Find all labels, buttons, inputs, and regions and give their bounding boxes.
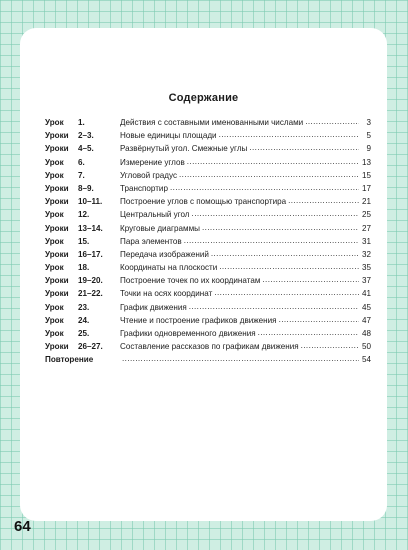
lesson-kind: Уроки (45, 183, 69, 193)
lesson-kind: Урок (45, 329, 64, 338)
lesson-kind: Урок (45, 302, 64, 312)
lesson-page: 5 (366, 131, 371, 141)
lesson-number: 19–20. (78, 276, 103, 286)
lesson-page: 9 (366, 144, 371, 154)
lesson-kind: Уроки (45, 197, 69, 207)
review-label: Повторение (45, 355, 94, 365)
lesson-number: 2–3. (78, 131, 94, 141)
dot-leader (279, 313, 359, 326)
lesson-number: 10–11. (78, 197, 103, 207)
lesson-kind: Урок (45, 118, 64, 127)
lesson-page: 13 (361, 157, 371, 167)
lesson-number: 15. (78, 236, 90, 246)
lesson-kind: Уроки (45, 144, 69, 154)
lesson-kind: Урок (45, 315, 64, 325)
lesson-topic: Передача изображений (120, 249, 209, 259)
lesson-topic: Пара элементов (120, 236, 182, 246)
lesson-page: 45 (361, 302, 371, 312)
dot-leader (187, 155, 359, 168)
lesson-page: 25 (361, 210, 371, 220)
dot-leader (122, 352, 359, 365)
lesson-topic: Действия с составными именованными числами (120, 118, 304, 127)
review-page: 54 (361, 355, 371, 365)
lesson-kind: Уроки (45, 276, 69, 286)
dot-leader (184, 234, 359, 247)
lesson-topic: Графики одновременного движения (120, 329, 256, 338)
lesson-page: 37 (361, 276, 371, 286)
lesson-page: 41 (361, 289, 371, 299)
lesson-page: 35 (361, 263, 371, 273)
lesson-number: 7. (78, 170, 85, 180)
lesson-number: 6. (78, 157, 85, 167)
lesson-topic: Угловой градус (120, 170, 178, 180)
contents-title: Содержание (168, 92, 239, 104)
lesson-kind: Уроки (45, 289, 69, 299)
lesson-number: 16–17. (78, 249, 103, 259)
lesson-kind: Уроки (45, 131, 69, 141)
table-of-contents (45, 116, 371, 367)
lesson-page: 27 (361, 223, 371, 233)
lesson-number: 25. (78, 329, 90, 338)
lesson-topic: Измерение углов (120, 157, 185, 167)
lesson-topic: Построение углов с помощью транспортира (120, 197, 287, 207)
lesson-page: 50 (361, 342, 371, 352)
lesson-topic: Круговые диаграммы (120, 223, 200, 233)
lesson-number: 1. (78, 118, 85, 127)
lesson-number: 4–5. (78, 144, 94, 154)
lesson-topic: Транспортир (120, 183, 168, 193)
lesson-page: 47 (361, 315, 371, 325)
dot-leader (288, 194, 359, 207)
dot-leader (170, 181, 359, 194)
dot-leader (262, 273, 359, 286)
lesson-page: 21 (361, 197, 371, 207)
dot-leader (258, 326, 359, 339)
dot-leader (214, 286, 359, 299)
toc-row-review[interactable] (45, 353, 371, 366)
lesson-topic: Координаты на плоскости (120, 263, 218, 273)
dot-leader (189, 300, 359, 313)
lesson-kind: Уроки (45, 249, 69, 259)
dot-leader (192, 207, 359, 220)
lesson-topic: Развёрнутый угол. Смежные углы (120, 144, 248, 154)
lesson-number: 23. (78, 302, 90, 312)
lesson-number: 13–14. (78, 223, 103, 233)
page-number: 64 (14, 518, 31, 535)
lesson-kind: Уроки (45, 223, 69, 233)
lesson-kind: Урок (45, 263, 64, 273)
dot-leader (249, 141, 359, 154)
lesson-page: 17 (361, 183, 371, 193)
lesson-number: 21–22. (78, 289, 103, 299)
dot-leader (219, 128, 359, 141)
lesson-kind: Урок (45, 210, 64, 220)
lesson-topic: Составление рассказов по графикам движения (120, 342, 299, 352)
dot-leader (202, 221, 359, 234)
lesson-number: 12. (78, 210, 90, 220)
lesson-topic: Новые единицы площади (120, 131, 217, 141)
lesson-topic: Точки на осях координат (120, 289, 213, 299)
lesson-kind: Урок (45, 236, 64, 246)
lesson-kind: Урок (45, 170, 64, 180)
lesson-number: 8–9. (78, 183, 94, 193)
lesson-number: 18. (78, 263, 90, 273)
dot-leader (305, 115, 359, 128)
lesson-topic: Чтение и построение графиков движения (120, 315, 277, 325)
lesson-number: 24. (78, 315, 90, 325)
dot-leader (301, 339, 359, 352)
lesson-kind: Урок (45, 157, 64, 167)
lesson-topic: График движения (120, 302, 187, 312)
lesson-topic: Построение точек по их координатам (120, 276, 261, 286)
lesson-page: 32 (361, 249, 371, 259)
lesson-page: 15 (361, 170, 371, 180)
lesson-page: 48 (361, 329, 371, 338)
contents-card (20, 28, 387, 521)
lesson-number: 26–27. (78, 342, 103, 352)
lesson-topic: Центральный угол (120, 210, 190, 220)
dot-leader (179, 168, 359, 181)
dot-leader (211, 247, 359, 260)
lesson-kind: Уроки (45, 342, 69, 352)
lesson-page: 3 (366, 118, 371, 127)
dot-leader (219, 260, 359, 273)
lesson-page: 31 (361, 236, 371, 246)
